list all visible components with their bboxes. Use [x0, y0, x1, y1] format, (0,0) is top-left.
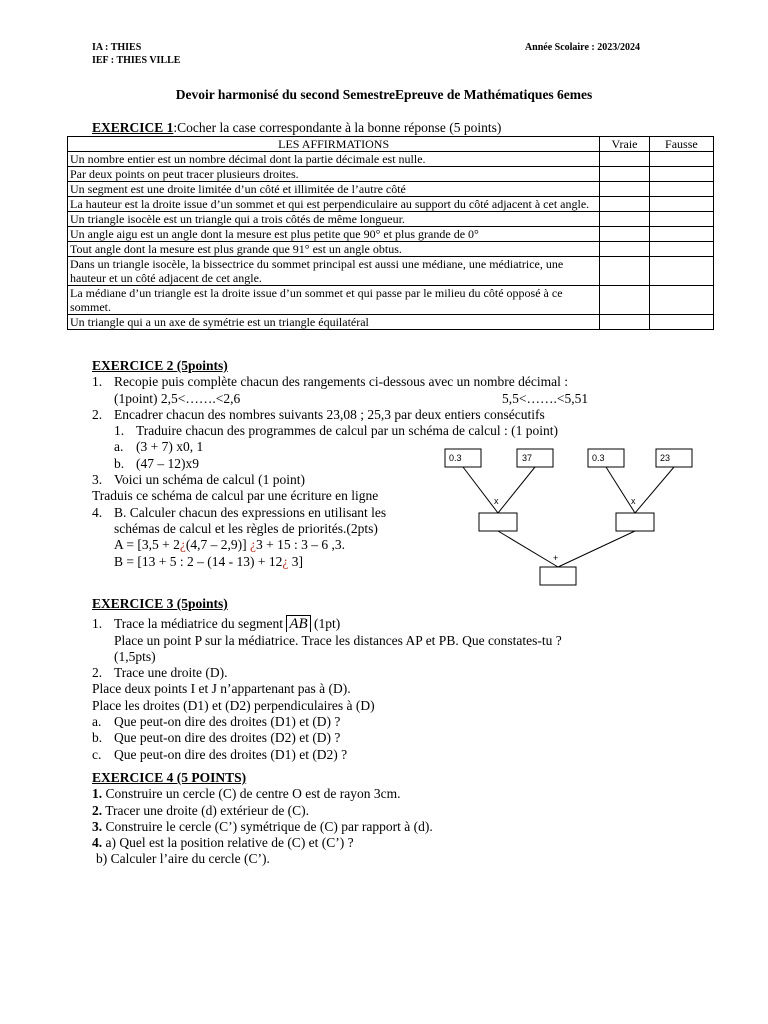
exercise-1-heading	[92, 120, 501, 136]
mul-mark: ¿	[249, 537, 256, 553]
ex3-item-1-line3: (1,5pts)	[114, 648, 156, 664]
ex3-question-a	[92, 714, 682, 730]
affirmation-text: Un angle aigu est un angle dont la mesure est plus petite que 90° et plus grande de 0°	[68, 227, 600, 242]
fausse-cell[interactable]	[649, 257, 713, 286]
vraie-cell[interactable]	[600, 212, 649, 227]
item-text: Que peut-on dire des droites (D1) et (D) ?	[114, 714, 341, 730]
schema-op-right: x	[631, 496, 636, 506]
fausse-cell[interactable]	[649, 152, 713, 167]
table-row	[68, 242, 714, 257]
item-number: b.	[114, 455, 125, 471]
col-vraie: Vraie	[600, 137, 649, 152]
ex2-item-2	[92, 407, 692, 423]
affirmation-text: Un triangle qui a un axe de symétrie est un triangle équilatéral	[68, 315, 600, 330]
schema-line	[498, 531, 558, 567]
affirmation-text: Un triangle isocèle est un triangle qui a trois côtés de même longueur.	[68, 212, 600, 227]
exercise-3	[92, 596, 682, 763]
vraie-cell[interactable]	[600, 227, 649, 242]
fausse-cell[interactable]	[649, 212, 713, 227]
ex3-item-1-line2: Place un point P sur la médiatrice. Trace les distances AP et PB. Que constates-tu ?	[114, 632, 562, 648]
ex3-item-2	[92, 665, 682, 681]
table-row	[68, 182, 714, 197]
expr-a-part2: (4,7 – 2,9)]	[185, 537, 247, 553]
table-row	[68, 227, 714, 242]
schema-line	[635, 467, 674, 513]
table-row	[68, 212, 714, 227]
header-left	[92, 41, 180, 67]
mul-mark: ¿	[282, 553, 289, 569]
exercise-2-label: EXERCICE 2 (5points)	[92, 358, 228, 373]
vraie-cell[interactable]	[600, 242, 649, 257]
item-text: Recopie puis complète chacun des rangements ci-dessous avec un nombre décimal :	[114, 374, 568, 390]
item-text: Tracer une droite (d) extérieur de (C).	[105, 802, 310, 818]
page-title: Devoir harmonisé du second SemestreEpreuve de Mathématiques 6emes	[175, 87, 593, 102]
table-header-row	[68, 137, 714, 152]
segment-ab: AB	[286, 615, 310, 632]
schema-line	[606, 467, 635, 513]
schema-value-1: 0.3	[449, 453, 462, 463]
schema-value-3: 0.3	[592, 453, 605, 463]
table-row	[68, 257, 714, 286]
affirmation-text: Tout angle dont la mesure est plus grande que 91° est un angle obtus.	[68, 242, 600, 257]
item-text: B. Calculer chacun des expressions en utilisant les	[114, 504, 387, 520]
vraie-cell[interactable]	[600, 286, 649, 315]
affirmation-text: La médiane d’un triangle est la droite issue d’un sommet et qui passe par le milieu du côté opposé à ce sommet.	[68, 286, 600, 315]
schema-box-left-result	[479, 513, 517, 531]
item-text: Construire le cercle (C’) symétrique de (C) par rapport à (d).	[105, 818, 433, 834]
exercise-4-label: EXERCICE 4 (5 POINTS)	[92, 770, 247, 785]
schema-line	[558, 531, 635, 567]
ex2-item-3-line2: Traduis ce schéma de calcul par une écriture en ligne	[92, 488, 379, 504]
ex2-sub-1	[92, 423, 692, 439]
schema-box-final	[540, 567, 576, 585]
fausse-cell[interactable]	[649, 182, 713, 197]
affirmation-text: Dans un triangle isocèle, la bissectrice du sommet principal est aussi une médiane, une médiatrice, une hauteur et un côté adjacent de cet angle.	[68, 257, 600, 286]
table-row	[68, 315, 714, 330]
table-row	[68, 197, 714, 212]
schema-line	[463, 467, 498, 513]
item-number: 3.	[92, 472, 103, 488]
expr-b-part1: B = [13 + 5 : 2 – (14 - 13) + 12	[114, 553, 283, 569]
item-number: 2.	[92, 665, 103, 681]
item-text: Voici un schéma de calcul (1 point)	[114, 472, 305, 488]
ex3-line-a: Place deux points I et J n’appartenant pas à (D).	[92, 681, 351, 697]
schema-op-bottom: +	[553, 553, 559, 563]
range-2: 5,5<…….<5,51	[502, 390, 589, 406]
fausse-cell[interactable]	[649, 315, 713, 330]
item-number: 1.	[92, 786, 103, 802]
vraie-cell[interactable]	[600, 197, 649, 212]
col-affirmations: LES AFFIRMATIONS	[68, 137, 600, 152]
ia-label: IA : THIES	[92, 42, 142, 53]
expr-b-part2: 3]	[291, 553, 303, 569]
schema-line	[498, 467, 535, 513]
ex3-item-1	[92, 616, 682, 632]
schema-box-right-result	[616, 513, 654, 531]
vraie-cell[interactable]	[600, 167, 649, 182]
ex4-line-5: b) Calculer l’aire du cercle (C’).	[96, 851, 270, 867]
ief-label: IEF : THIES VILLE	[92, 55, 181, 66]
col-fausse: Fausse	[649, 137, 713, 152]
affirmation-text: Un segment est une droite limitée d’un côté et illimitée de l’autre côté	[68, 182, 600, 197]
item-number: c.	[92, 746, 102, 762]
vraie-cell[interactable]	[600, 182, 649, 197]
item-number: 1.	[92, 374, 103, 390]
ex4-line-3	[92, 819, 682, 835]
item-text: a) Quel est la position relative de (C) et (C’) ?	[105, 835, 354, 851]
ex3-question-c	[92, 747, 682, 763]
item-text: Que peut-on dire des droites (D2) et (D) ?	[114, 730, 341, 746]
item-number: 1.	[114, 423, 125, 439]
ex2-item-1	[92, 374, 692, 390]
fausse-cell[interactable]	[649, 242, 713, 257]
item-number: 4.	[92, 504, 103, 520]
item-points: (1pt)	[314, 616, 341, 632]
affirmations-table	[67, 136, 714, 330]
schema-value-2: 37	[522, 453, 533, 463]
table-row	[68, 286, 714, 315]
item-number: 1.	[92, 616, 103, 632]
school-year: Année Scolaire : 2023/2024	[524, 42, 640, 53]
ex3-line-b: Place les droites (D1) et (D2) perpendiculaires à (D)	[92, 697, 375, 713]
table-row	[68, 167, 714, 182]
schema-value-4: 23	[660, 453, 671, 463]
item-number: 2.	[92, 802, 103, 818]
fausse-cell[interactable]	[649, 286, 713, 315]
item-number: a.	[114, 439, 124, 455]
item-text: Trace la médiatrice du segment	[114, 616, 283, 632]
ex4-line-2	[92, 803, 682, 819]
schema-svg	[440, 446, 720, 590]
range-1: (1point) 2,5<…….<2,6	[114, 390, 241, 406]
affirmation-text: Un nombre entier est un nombre décimal dont la partie décimale est nulle.	[68, 152, 600, 167]
item-number: 2.	[92, 406, 103, 422]
fausse-cell[interactable]	[649, 167, 713, 182]
fausse-cell[interactable]	[649, 197, 713, 212]
item-text: Encadrer chacun des nombres suivants 23,08 ; 25,3 par deux entiers consécutifs	[114, 406, 545, 422]
mul-mark: ¿	[179, 537, 186, 553]
exercise-1-instruction: :Cocher la case correspondante à la bonne réponse (5 points)	[173, 120, 502, 135]
item-text: (47 – 12)x9	[136, 455, 199, 471]
item-text: Trace une droite (D).	[114, 665, 228, 681]
exercise-3-label: EXERCICE 3 (5points)	[92, 596, 228, 611]
exercise-4	[92, 770, 682, 868]
ex2-item-1-line2	[92, 391, 692, 407]
item-text: (3 + 7) x0, 1	[136, 439, 204, 455]
expr-a-part3: 3 + 15 : 3 – 6 ,3.	[255, 537, 345, 553]
item-text: Que peut-on dire des droites (D1) et (D2) ?	[114, 746, 348, 762]
calculation-schema	[440, 446, 720, 590]
expr-a-part1: A = [3,5 + 2	[114, 537, 180, 553]
ex4-line-1	[92, 786, 682, 802]
vraie-cell[interactable]	[600, 315, 649, 330]
affirmation-text: Par deux points on peut tracer plusieurs droites.	[68, 167, 600, 182]
schema-op-left: x	[494, 496, 499, 506]
ex4-line-4	[92, 835, 682, 851]
item-text: Construire un cercle (C) de centre O est de rayon 3cm.	[105, 786, 401, 802]
table-row	[68, 152, 714, 167]
ex3-question-b	[92, 730, 682, 746]
fausse-cell[interactable]	[649, 227, 713, 242]
affirmation-text: La hauteur est la droite issue d’un sommet et qui est perpendiculaire au support du côté adjacent à cet angle.	[68, 197, 600, 212]
vraie-cell[interactable]	[600, 152, 649, 167]
item-number: b.	[92, 730, 103, 746]
item-text: Traduire chacun des programmes de calcul par un schéma de calcul : (1 point)	[136, 423, 558, 439]
item-number: 3.	[92, 818, 103, 834]
item-number: 4.	[92, 835, 103, 851]
ex2-item-4-line2: schémas de calcul et les règles de priorités.(2pts)	[114, 520, 378, 536]
vraie-cell[interactable]	[600, 257, 649, 286]
exercise-1-label: EXERCICE 1	[92, 120, 174, 135]
item-number: a.	[92, 714, 102, 730]
